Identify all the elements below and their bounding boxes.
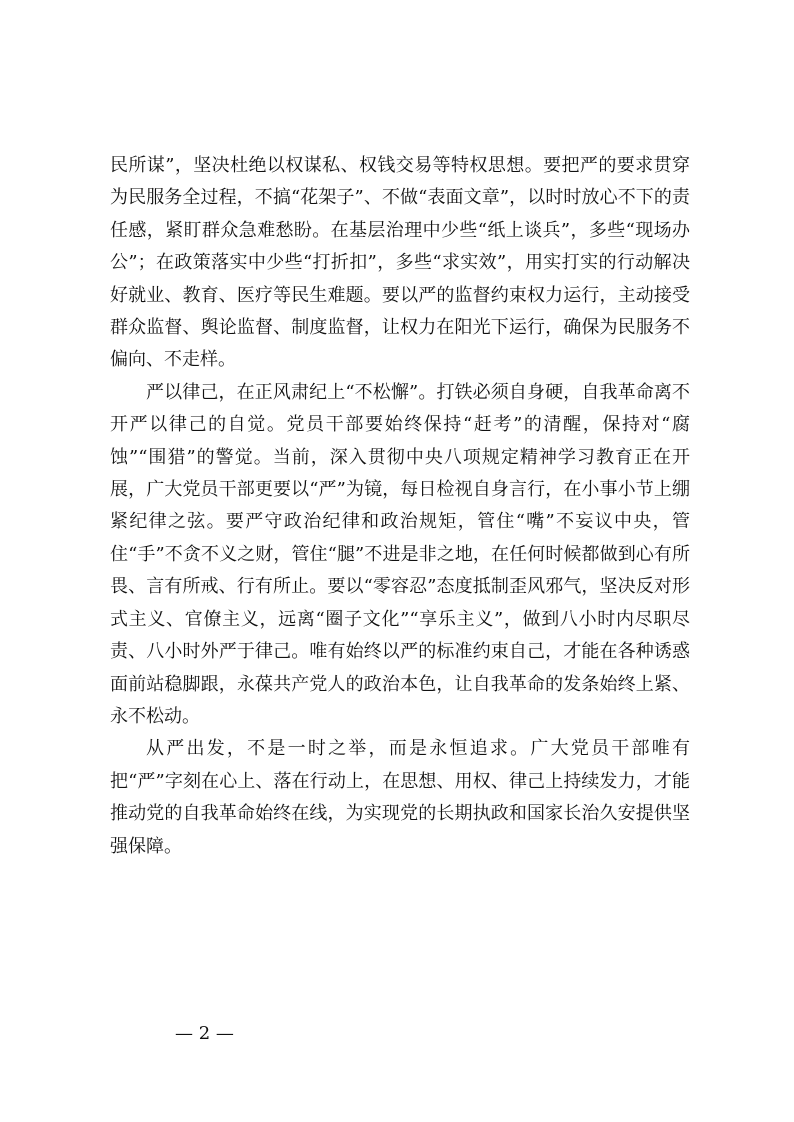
- paragraph-2: 严以律己，在正风肃纪上“不松懈”。打铁必须自身硬，自我革命离不开严以律己的自觉。党员干部要始终保持“赶考”的清醒，保持对“腐蚀”“围猎”的警觉。当前，深入贯彻中央八项规定精神学习教育正在开展，广大党员干部更要以“严”为镜，每日检视自身言行，在小事小节上绷紧纪律之弦。要严守政治纪律和政治规矩，管住“嘴”不妄议中央，管住“手”不贪不义之财，管住“腿”不进是非之地，在任何时候都做到心有所畏、言有所戒、行有所止。要以“零容忍”态度抵制歪风邪气，坚决反对形式主义、官僚主义，远离“圈子文化”“享乐主义”，做到八小时内尽职尽责、八小时外严于律己。唯有始终以严的标准约束自己，才能在各种诱惑面前站稳脚跟，永葆共产党人的政治本色，让自我革命的发条始终上紧、永不松动。: [110, 381, 690, 727]
- paragraph-3: 从严出发，不是一时之举，而是永恒追求。广大党员干部唯有把“严”字刻在心上、落在行动上，在思想、用权、律己上持续发力，才能推动党的自我革命始终在线，为实现党的长期执政和国家长治久安提供坚强保障。: [110, 738, 690, 857]
- page-number: — 2 —: [175, 1023, 234, 1044]
- paragraph-1: 民所谋”，坚决杜绝以权谋私、权钱交易等特权思想。要把严的要求贯穿为民服务全过程，不搞“花架子”、不做“表面文章”，以时时放心不下的责任感，紧盯群众急难愁盼。在基层治理中少些“纸上谈兵”，多些“现场办公”；在政策落实中少些“打折扣”，多些“求实效”，用实打实的行动解决好就业、教育、医疗等民生难题。要以严的监督约束权力运行，主动接受群众监督、舆论监督、制度监督，让权力在阳光下运行，确保为民服务不偏向、不走样。: [110, 155, 690, 371]
- body-text: [110, 150, 690, 863]
